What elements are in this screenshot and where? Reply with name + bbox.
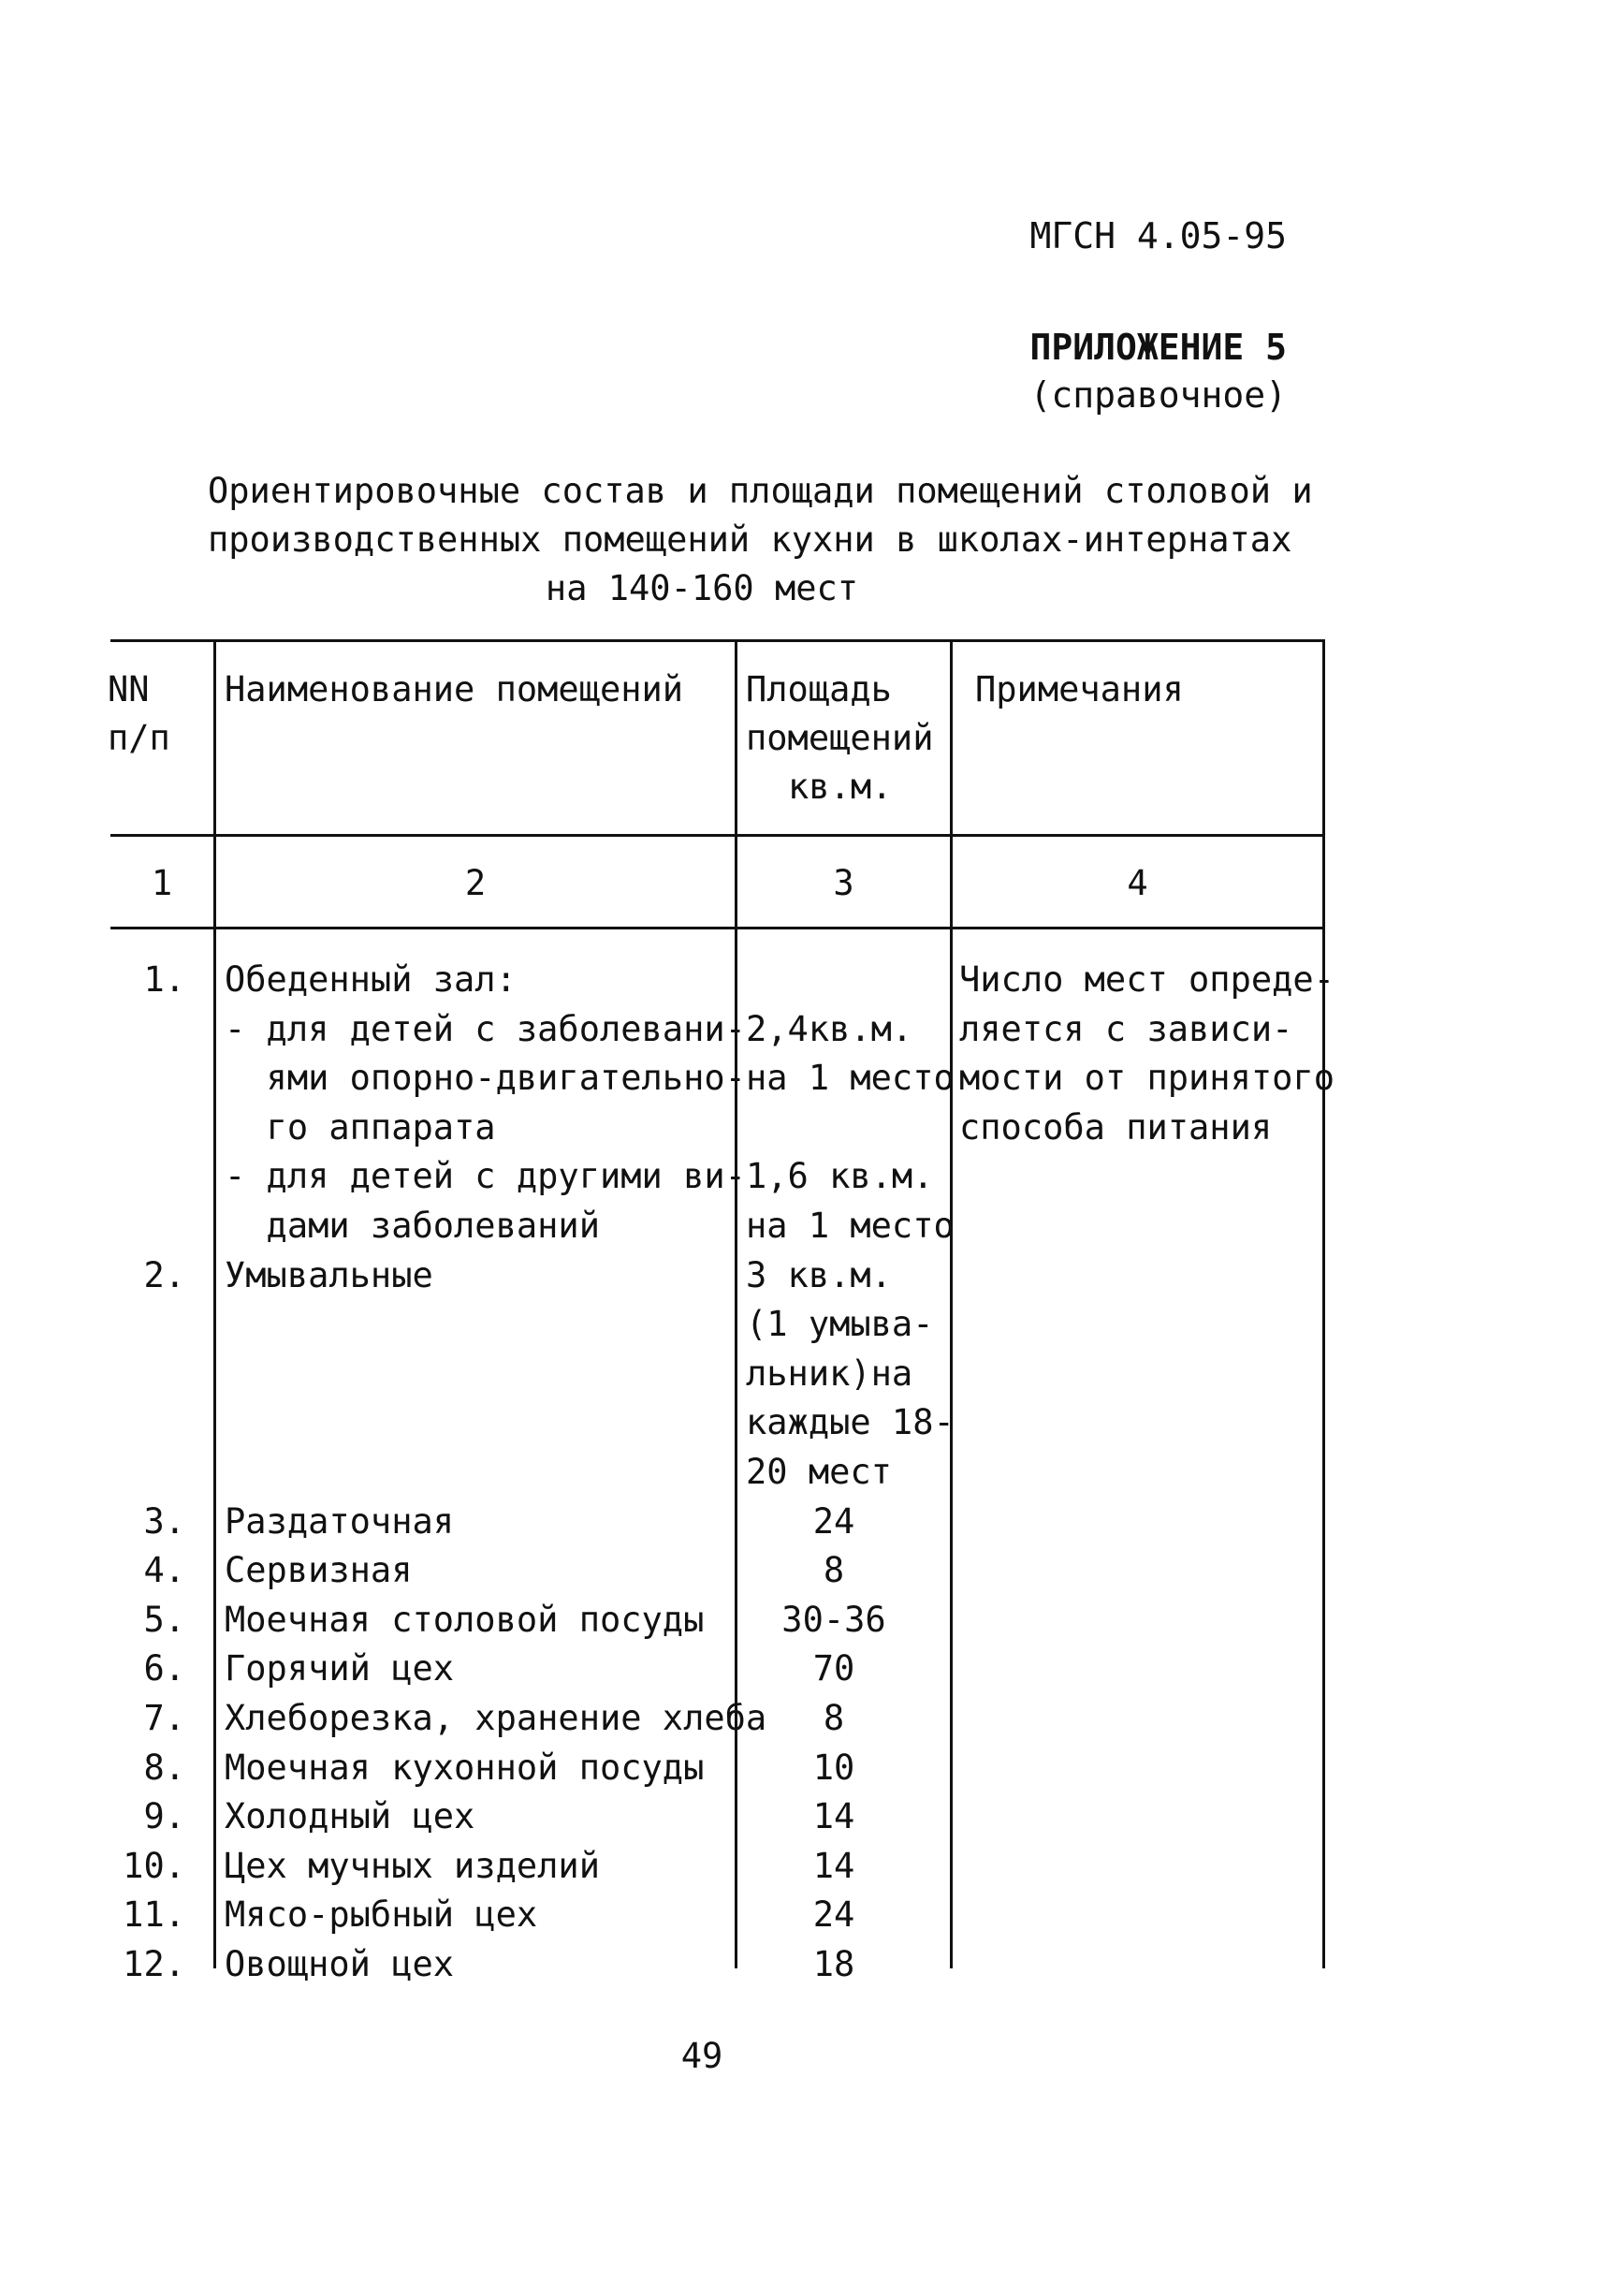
row-number: 10. — [123, 1846, 185, 1886]
room-name: го аппарата — [225, 1107, 496, 1148]
room-name: - для детей с заболевани- — [225, 1009, 746, 1049]
column-separator-4 — [1322, 639, 1325, 1968]
room-name: Горячий цех — [225, 1648, 455, 1689]
room-area: 2,4кв.м. — [746, 1009, 913, 1049]
row-number: 8. — [143, 1748, 185, 1788]
column-numbers-rule — [110, 927, 1325, 929]
room-area: 20 мест — [746, 1452, 892, 1492]
room-area: 24 — [812, 1894, 855, 1935]
room-area: на 1 место — [746, 1206, 955, 1246]
row-number: 3. — [143, 1501, 185, 1542]
row-number: 7. — [143, 1698, 185, 1738]
room-area: (1 умыва- — [746, 1304, 934, 1344]
room-name: Моечная кухонной посуды — [225, 1748, 705, 1788]
column-number-4: 4 — [1127, 863, 1148, 903]
row-note: способа питания — [959, 1107, 1273, 1148]
column-number-2: 2 — [464, 863, 487, 903]
row-number: 11. — [123, 1894, 185, 1935]
header-name: Наименование помещений — [225, 669, 684, 709]
room-area: 1,6 кв.м. — [746, 1156, 934, 1196]
row-number: 1. — [143, 959, 185, 1000]
page-number: 49 — [680, 2036, 723, 2076]
header-pp: п/п — [108, 718, 170, 758]
room-name: Хлеборезка, хранение хлеба — [225, 1698, 767, 1738]
row-number: 2. — [143, 1255, 185, 1295]
document-code: МГСН 4.05-95 — [1029, 215, 1287, 256]
header-area-3: кв.м. — [788, 767, 893, 807]
room-name: Цех мучных изделий — [225, 1846, 600, 1886]
room-area: на 1 место — [746, 1058, 955, 1098]
table-title-line3: на 140-160 мест — [545, 568, 859, 608]
room-name: Мясо-рыбный цех — [225, 1894, 538, 1935]
row-number: 6. — [143, 1648, 185, 1689]
room-name: Моечная столовой посуды — [225, 1600, 705, 1640]
room-area: 10 — [812, 1748, 855, 1788]
row-note: мости от принятого — [959, 1058, 1335, 1098]
column-number-1: 1 — [151, 863, 173, 903]
row-note: Число мест опреде- — [959, 959, 1335, 1000]
room-area: 8 — [823, 1550, 845, 1590]
column-separator-3 — [950, 639, 953, 1968]
room-area: льник)на — [746, 1353, 913, 1394]
header-area-2: помещений — [746, 718, 934, 758]
row-number: 4. — [143, 1550, 185, 1590]
table-top-rule — [110, 639, 1325, 642]
room-area: 70 — [812, 1648, 855, 1689]
room-name: - для детей с другими ви- — [225, 1156, 746, 1196]
row-note: ляется с зависи- — [959, 1009, 1293, 1049]
room-name: Холодный цех — [225, 1796, 475, 1836]
header-area-1: Площадь — [746, 669, 892, 709]
room-area: каждые 18- — [746, 1402, 955, 1442]
room-area: 3 кв.м. — [746, 1255, 892, 1295]
column-separator-1 — [213, 639, 216, 1968]
table-title-line1: Ориентировочные состав и площади помещений столовой и — [208, 471, 1313, 511]
room-area: 8 — [823, 1698, 845, 1738]
room-area: 18 — [812, 1944, 855, 1984]
header-nn: NN — [108, 669, 150, 709]
room-area: 14 — [812, 1796, 855, 1836]
room-area: 30-36 — [781, 1600, 886, 1640]
appendix-type: (справочное) — [1029, 374, 1287, 416]
room-name: Овощной цех — [225, 1944, 455, 1984]
column-number-3: 3 — [833, 863, 854, 903]
row-number: 12. — [123, 1944, 185, 1984]
row-number: 9. — [143, 1796, 185, 1836]
header-bottom-rule — [110, 834, 1325, 837]
room-name: ями опорно-двигательно- — [225, 1058, 746, 1098]
room-area: 14 — [812, 1846, 855, 1886]
header-notes: Примечания — [975, 669, 1184, 709]
row-number: 5. — [143, 1600, 185, 1640]
table-title-line2: производственных помещений кухни в школах-интернатах — [208, 519, 1292, 560]
room-name: дами заболеваний — [225, 1206, 600, 1246]
appendix-label: ПРИЛОЖЕНИЕ 5 — [1029, 327, 1287, 368]
room-name: Умывальные — [225, 1255, 433, 1295]
room-name: Раздаточная — [225, 1501, 455, 1542]
room-name: Сервизная — [225, 1550, 413, 1590]
room-area: 24 — [812, 1501, 855, 1542]
room-name: Обеденный зал: — [225, 959, 517, 1000]
